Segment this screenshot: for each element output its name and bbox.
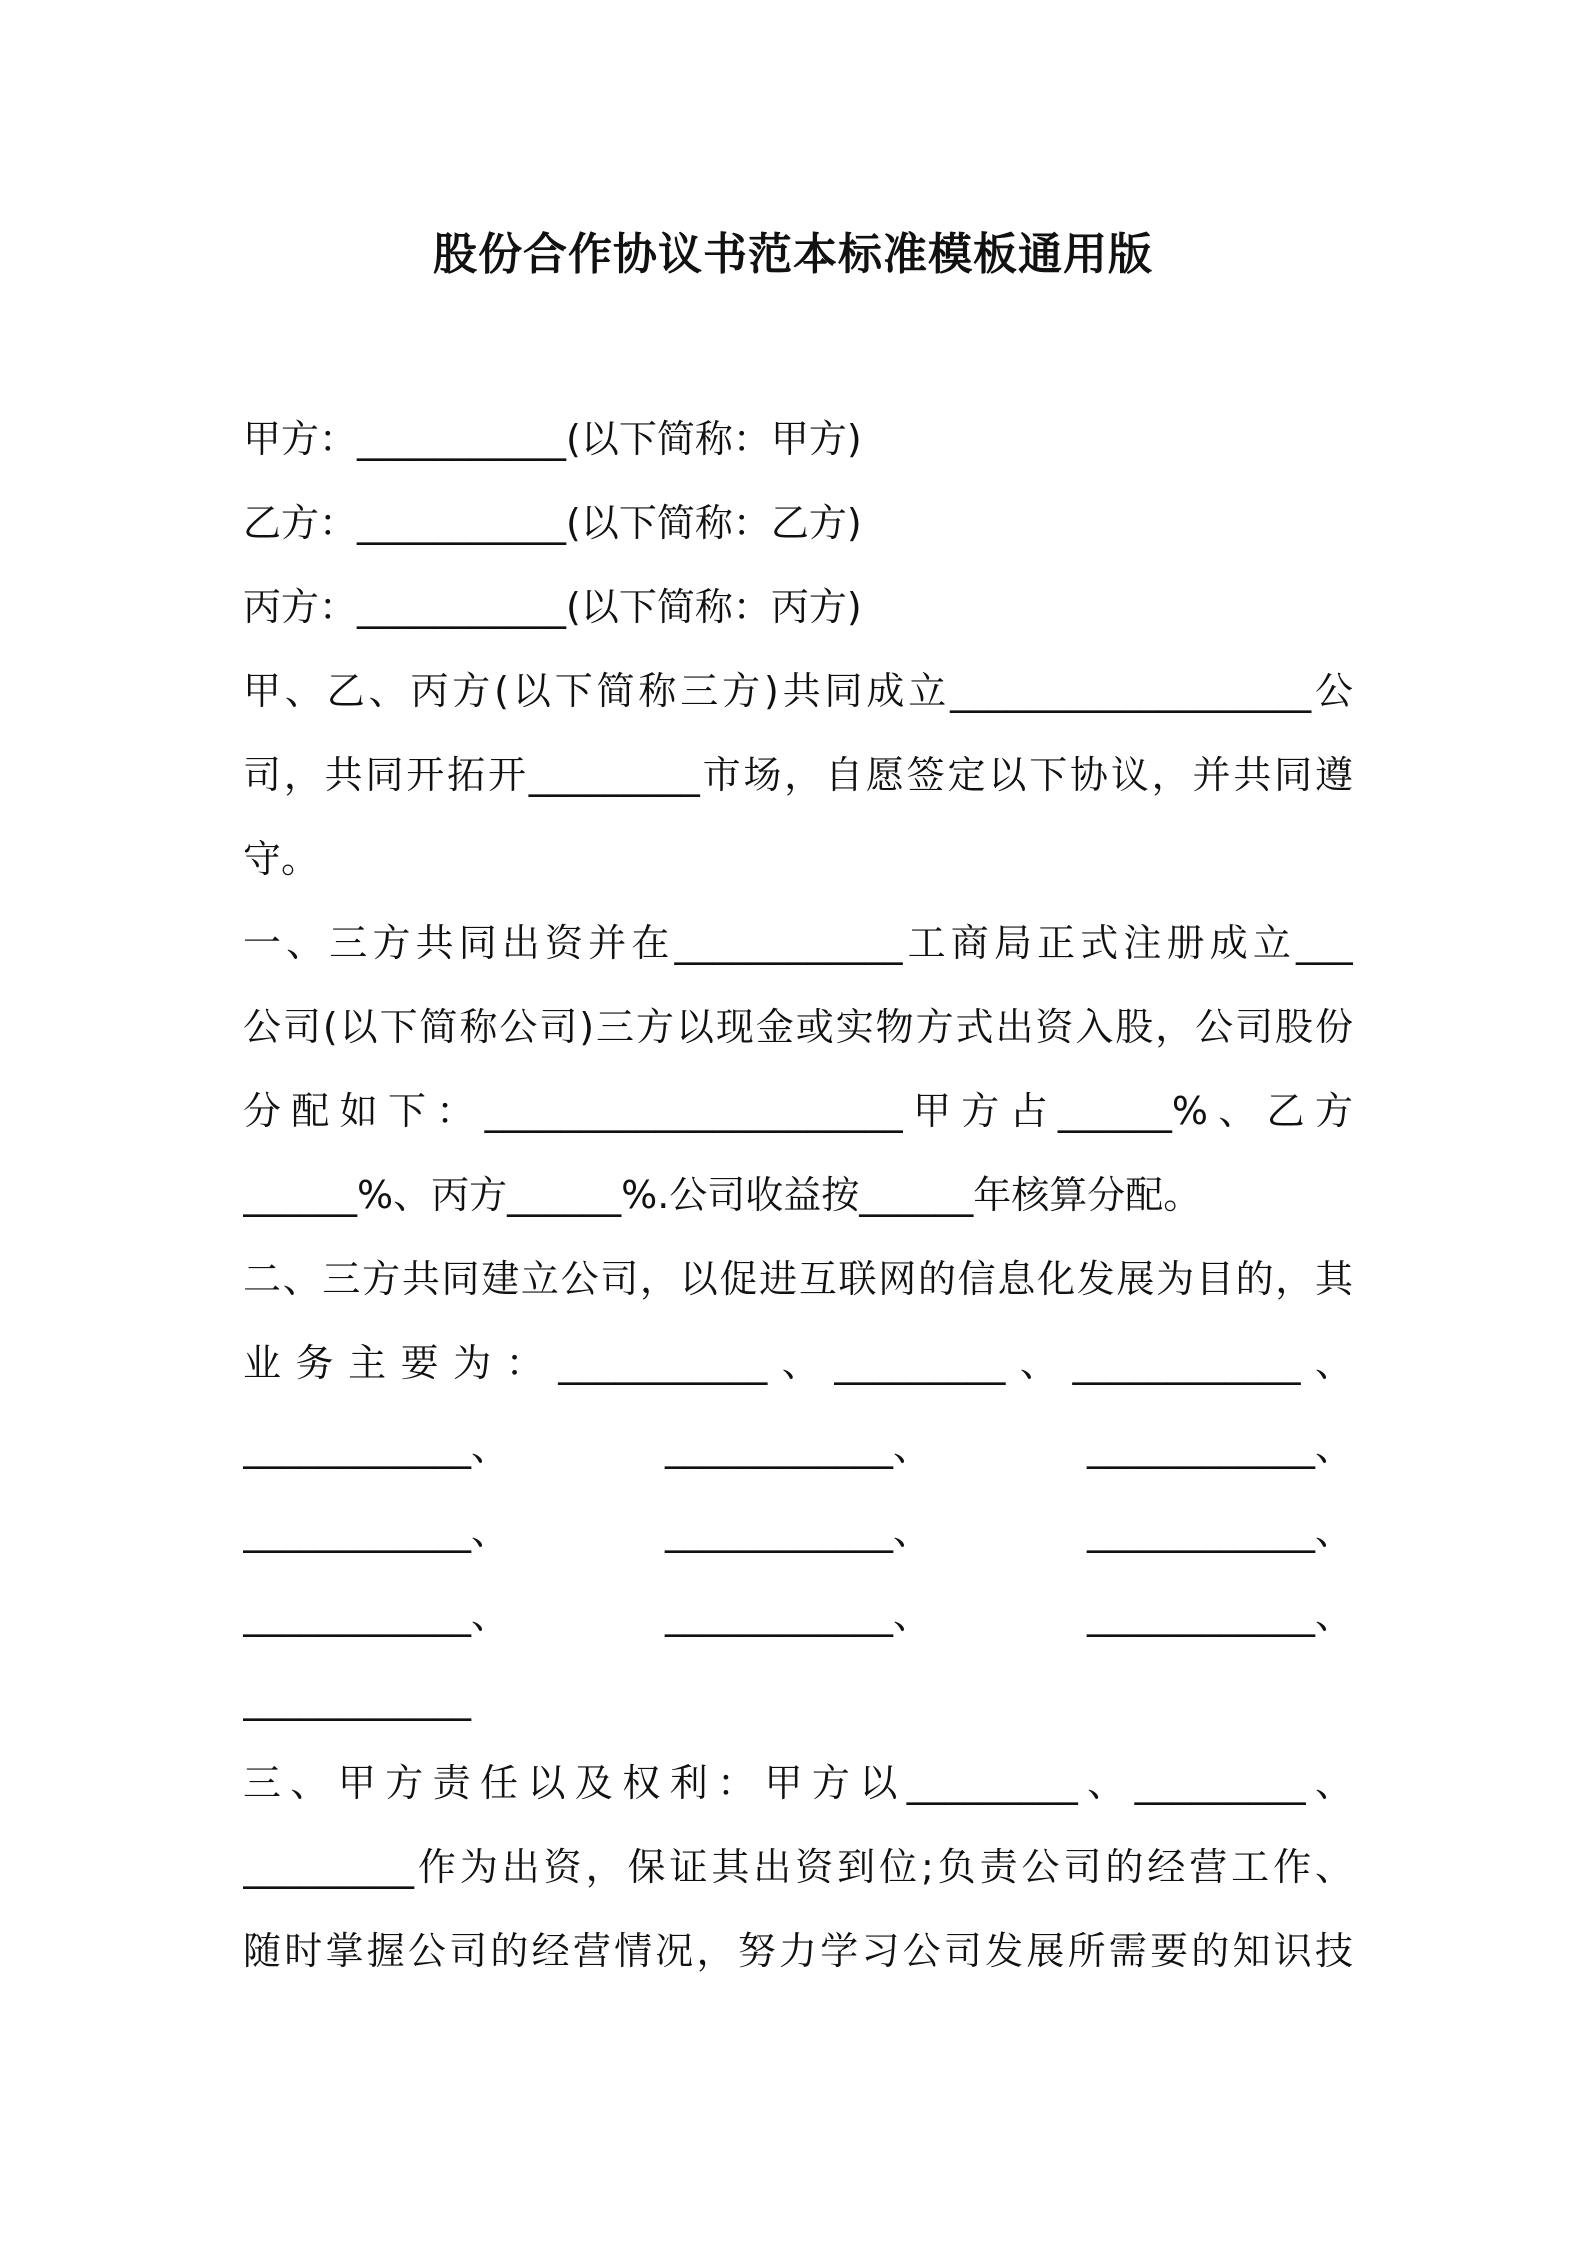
clause-3-line-2: _________作为出资，保证其出资到位;负责公司的经营工作、 [243, 1845, 1353, 1889]
intro-line-1: 甲、乙、丙方(以下简称三方)共同成立___________________公 [243, 669, 1353, 713]
party-a-line: 甲方：___________(以下简称：甲方) [243, 417, 862, 461]
clause-3-line-1: 三、甲方责任以及权利：甲方以_________、_________、 [243, 1761, 1353, 1805]
document-title: 股份合作协议书范本标准模板通用版 [433, 229, 1153, 280]
intro-line-2: 司，共同开拓开_________市场，自愿签定以下协议，并共同遵 [243, 753, 1353, 797]
clause-1-line-1: 一、三方共同出资并在____________工商局正式注册成立___ [243, 921, 1353, 965]
clause-2-line-2: 业务主要为：___________、_________、____________、 [243, 1341, 1353, 1385]
business-blank: ____________、 [1086, 1425, 1353, 1469]
business-blank: ____________、 [1086, 1593, 1353, 1637]
clause-3-line-3: 随时掌握公司的经营情况，努力学习公司发展所需要的知识技 [243, 1929, 1353, 1973]
business-blank: ____________、 [243, 1509, 510, 1553]
intro-line-3: 守。 [243, 837, 320, 881]
business-row-1 [243, 1421, 1353, 1473]
clause-1-line-4: ______%、丙方______%.公司收益按______年核算分配。 [243, 1173, 1202, 1217]
business-row-4: ____________ [243, 1677, 471, 1721]
clause-2-line-1: 二、三方共同建立公司，以促进互联网的信息化发展为目的，其 [243, 1257, 1353, 1301]
business-blank: ____________、 [664, 1425, 931, 1469]
business-blank: ____________、 [664, 1509, 931, 1553]
clause-1-line-3: 分配如下：______________________甲方占______%、乙方 [243, 1089, 1353, 1133]
business-blank: ____________、 [243, 1425, 510, 1469]
business-blank: ____________、 [1086, 1509, 1353, 1553]
party-b-line: 乙方：___________(以下简称：乙方) [243, 501, 862, 545]
business-blank: ____________、 [664, 1593, 931, 1637]
business-blank: ____________、 [243, 1593, 510, 1637]
business-row-2 [243, 1505, 1353, 1557]
business-row-3 [243, 1589, 1353, 1641]
party-c-line: 丙方：___________(以下简称：丙方) [243, 585, 862, 629]
clause-1-line-2: 公司(以下简称公司)三方以现金或实物方式出资入股，公司股份 [243, 1005, 1353, 1049]
